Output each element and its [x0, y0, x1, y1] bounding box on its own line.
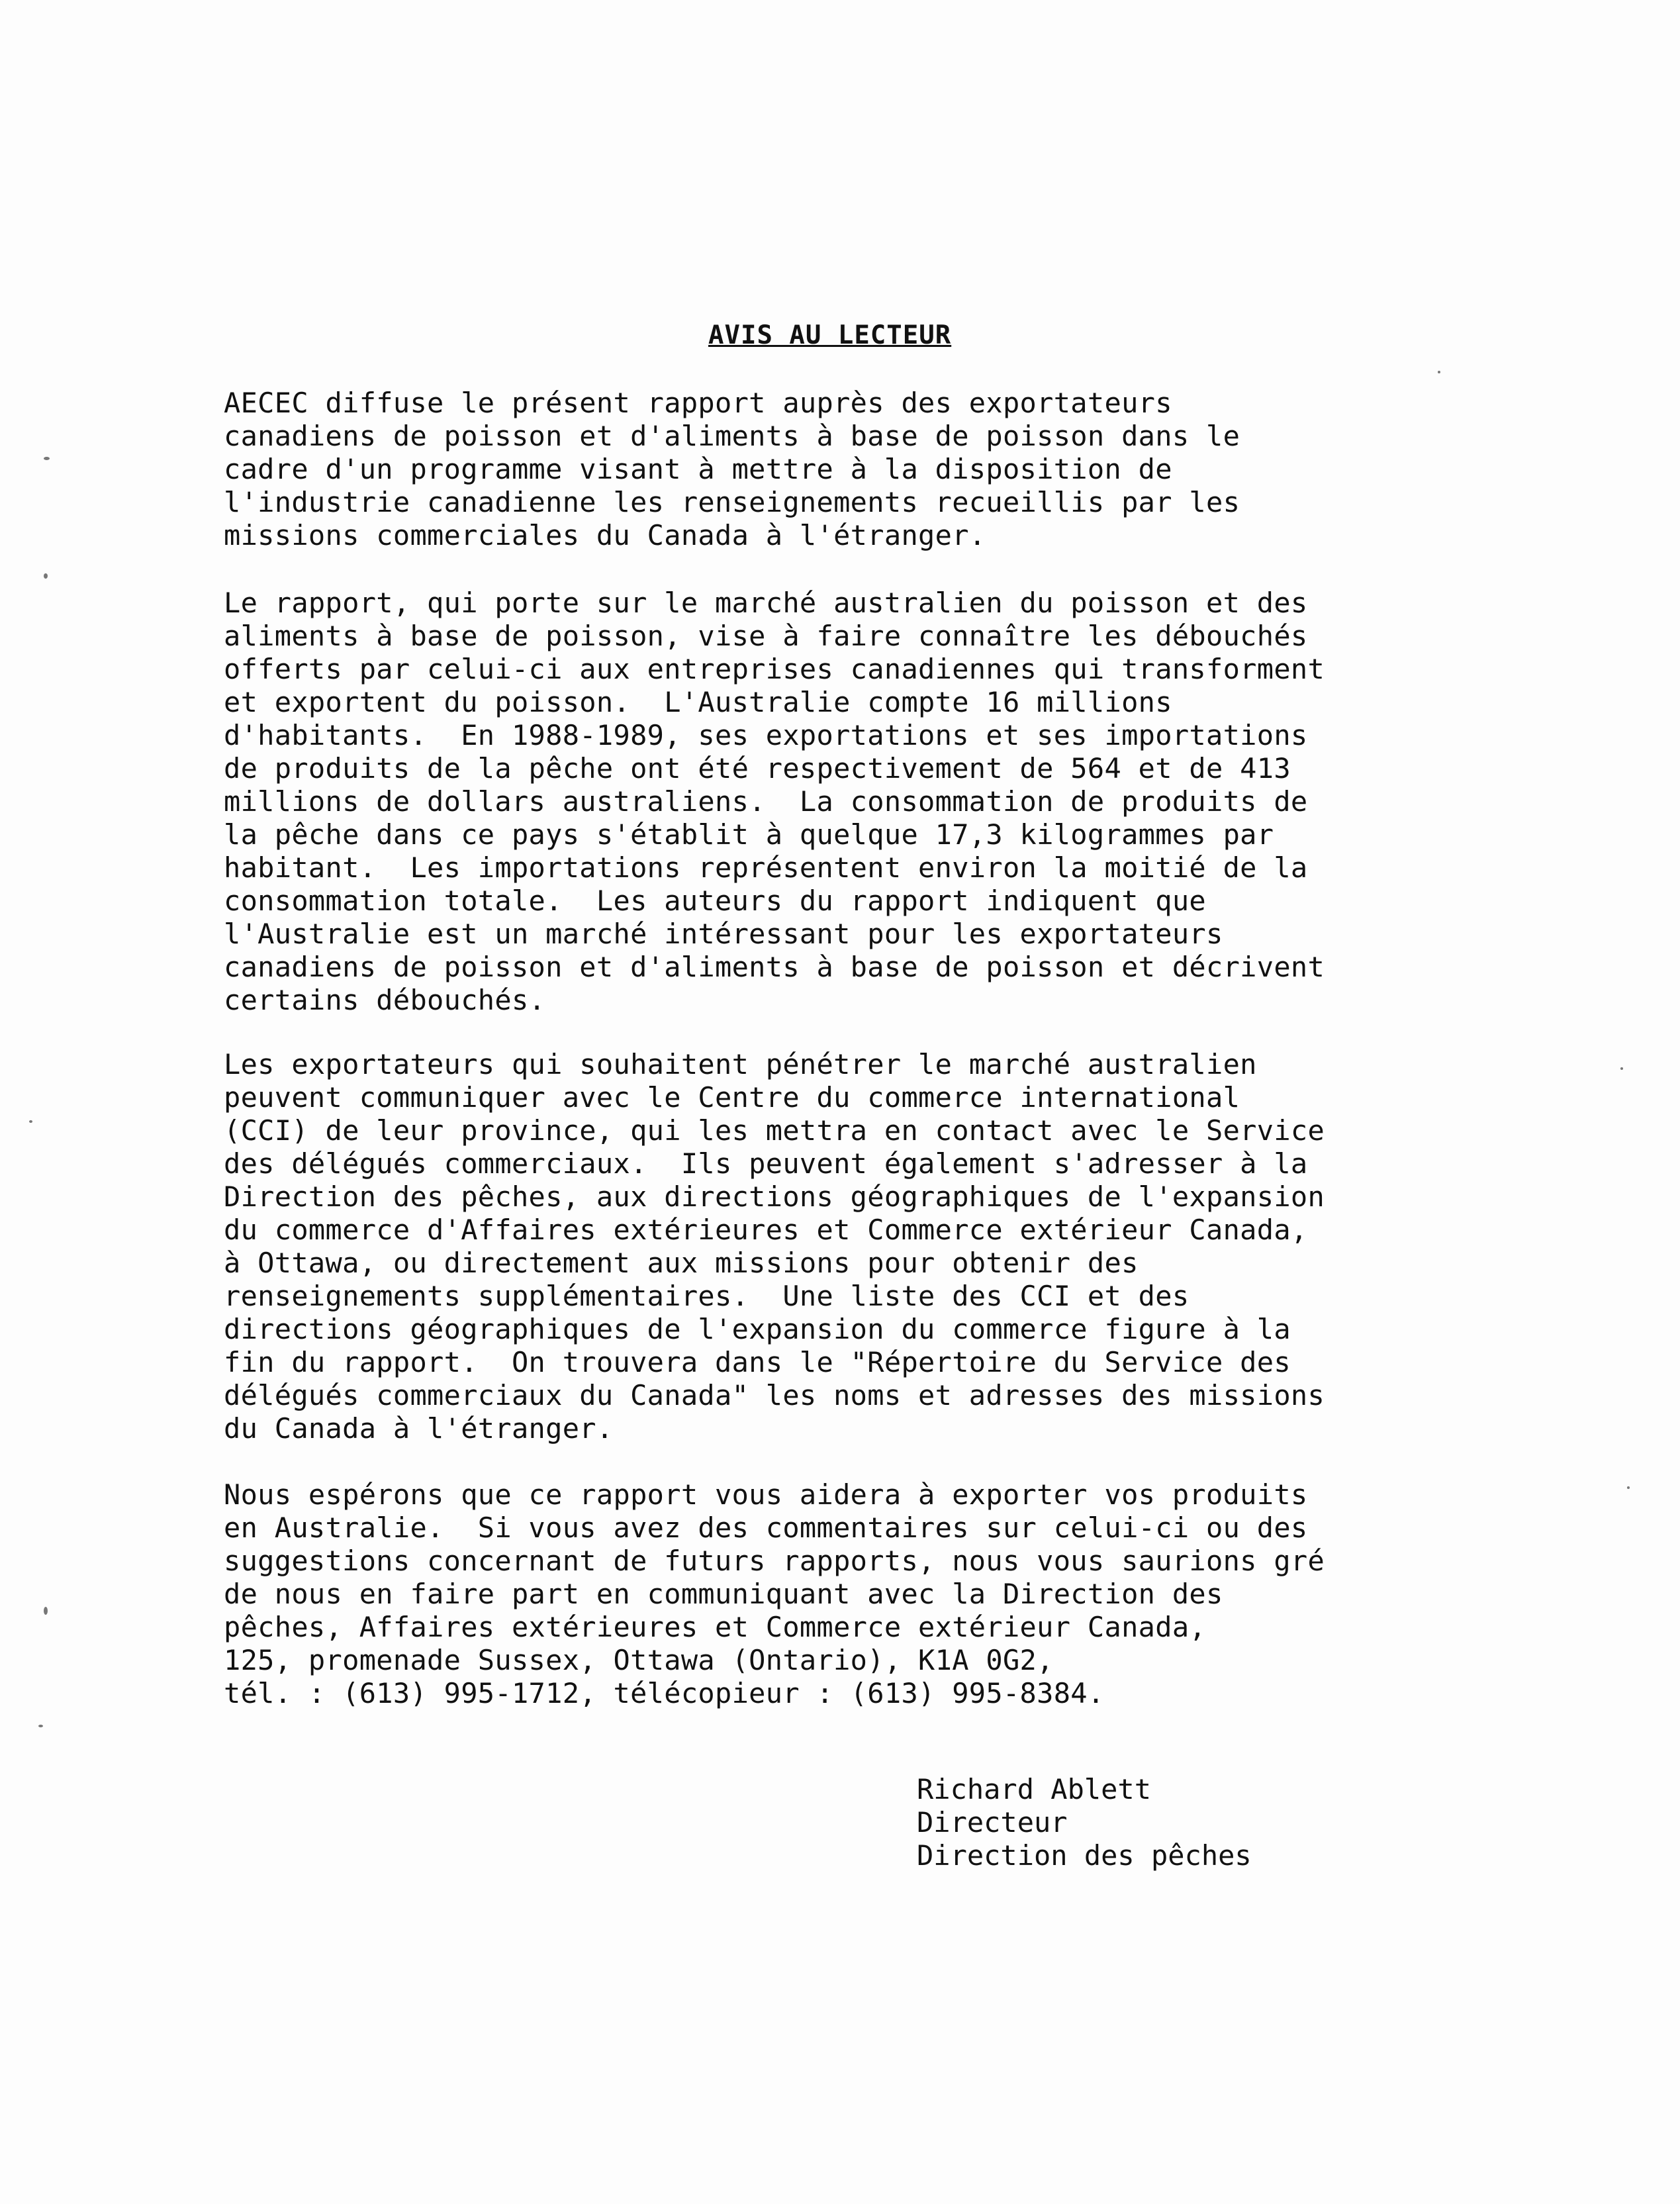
signature-block	[917, 1773, 1252, 1872]
paragraph-report-summary: Le rapport, qui porte sur le marché australien du poisson et des aliments à base de poisson, vise à faire connaître les débouchés offerts par celui-ci aux entreprises canadiennes qui transforment et exportent du poisson. L'Australie compte 16 millions d'habitants. En 1988-1989, ses exportations et ses importations de produits de la pêche ont été respectivement de 564 et de 413 millions de dollars australiens. La consommation de produits de la pêche dans ce pays s'établit à quelque 17,3 kilogrammes par habitant. Les importations représentent environ la moitié de la consommation totale. Les auteurs du rapport indiquent que l'Australie est un marché intéressant pour les exportateurs canadiens de poisson et d'aliments à base de poisson et décrivent certains débouchés.	[224, 587, 1325, 1016]
signature-role: Directeur	[917, 1806, 1068, 1839]
scan-speck	[44, 457, 50, 460]
scan-speck	[44, 573, 48, 579]
scan-speck	[38, 1725, 43, 1727]
scan-speck	[1438, 371, 1440, 373]
paragraph-contacts: Les exportateurs qui souhaitent pénétrer le marché australien peuvent communiquer avec le Centre du commerce international (CCI) de leur province, qui les mettra en contact avec le Service des délégués commerciaux. Ils peuvent également s'adresser à la Direction des pêches, aux directions géographiques de l'expansion du commerce d'Affaires extérieures et Commerce extérieur Canada, à Ottawa, ou directement aux missions pour obtenir des renseignements supplémentaires. Une liste des CCI et des directions géographiques de l'expansion du commerce figure à la fin du rapport. On trouvera dans le "Répertoire du Service des délégués commerciaux du Canada" les noms et adresses des missions du Canada à l'étranger.	[224, 1048, 1325, 1445]
page-title: AVIS AU LECTEUR	[708, 320, 952, 350]
scan-speck	[29, 1120, 32, 1123]
paragraph-intro: AECEC diffuse le présent rapport auprès des exportateurs canadiens de poisson et d'aliments à base de poisson dans le cadre d'un programme visant à mettre à la disposition de l'industrie canadienne les renseignements recueillis par les missions commerciales du Canada à l'étranger.	[224, 387, 1240, 551]
paragraph-closing: Nous espérons que ce rapport vous aidera à exporter vos produits en Australie. Si vous avez des commentaires sur celui-ci ou des suggestions concernant de futurs rapports, nous vous saurions gré de nous en faire part en communiquant avec la Direction des pêches, Affaires extérieures et Commerce extérieur Canada, 125, promenade Sussex, Ottawa (Ontario), K1A 0G2, tél. : (613) 995-1712, télécopieur : (613) 995-8384.	[224, 1478, 1325, 1709]
signature-name: Richard Ablett	[917, 1773, 1152, 1805]
scan-speck	[44, 1607, 48, 1615]
signature-department: Direction des pêches	[917, 1839, 1252, 1872]
scan-speck	[1627, 1486, 1630, 1489]
scan-speck	[1620, 1067, 1623, 1070]
